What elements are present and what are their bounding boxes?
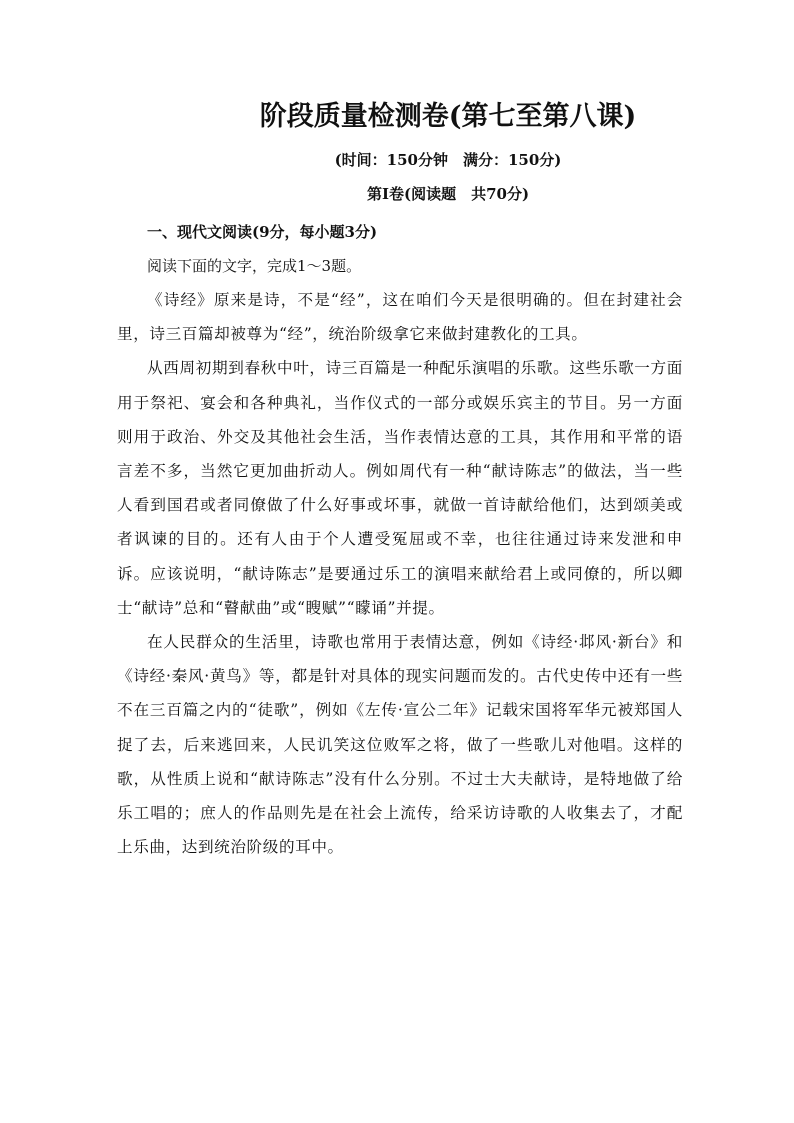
- exam-time-and-score: (时间：150分钟 满分：150分): [334, 151, 562, 169]
- passage-paragraph-3: 在人民群众的生活里，诗歌也常用于表情达意，例如《诗经·邶风·新台》和《诗经·秦风·黄鸟》等，都是针对具体的现实问题而发的。古代史传中还有一些不在三百篇之内的“徒歌”，例如《左传·宣公二年》记载宋国将军华元被郑国人捉了去，后来逃回来，人民讥笑这位败军之将，做了一些歌儿对他唱。这样的歌，从性质上说和“献诗陈志”没有什么分别。不过士大夫献诗，是特地做了给乐工唱的；庶人的作品则先是在社会上流传，给采访诗歌的人收集去了，才配上乐曲，达到统治阶级的耳中。: [117, 633, 683, 857]
- question-group-heading: 一、现代文阅读(9分，每小题3分): [147, 223, 378, 241]
- exam-title: 阶段质量检测卷(第七至第八课): [259, 101, 637, 132]
- document-content: [117, 92, 683, 864]
- section-header: 第Ⅰ卷(阅读题 共70分): [366, 185, 530, 203]
- passage-paragraph-2: 从西周初期到春秋中叶，诗三百篇是一种配乐演唱的乐歌。这些乐歌一方面用于祭祀、宴会和各种典礼，当作仪式的一部分或娱乐宾主的节目。另一方面则用于政治、外交及其他社会生活，当作表情达意的工具，其作用和平常的语言差不多，当然它更加曲折动人。例如周代有一种“献诗陈志”的做法，当一些人看到国君或者同僚做了什么好事或坏事，就做一首诗献给他们，达到颂美或者讽谏的目的。还有人由于个人遭受冤屈或不幸，也往往通过诗来发泄和申诉。应该说明，“献诗陈志”是要通过乐工的演唱来献给君上或同僚的，所以卿士“献诗”总和“瞽献曲”或“瞍赋”“矇诵”并提。: [117, 359, 683, 617]
- reading-instruction: 阅读下面的文字，完成1～3题。: [147, 257, 362, 275]
- passage-paragraph-1: 《诗经》原来是诗，不是“经”，这在咱们今天是很明确的。但在封建社会里，诗三百篇却被尊为“经”，统治阶级拿它来做封建教化的工具。: [117, 291, 683, 344]
